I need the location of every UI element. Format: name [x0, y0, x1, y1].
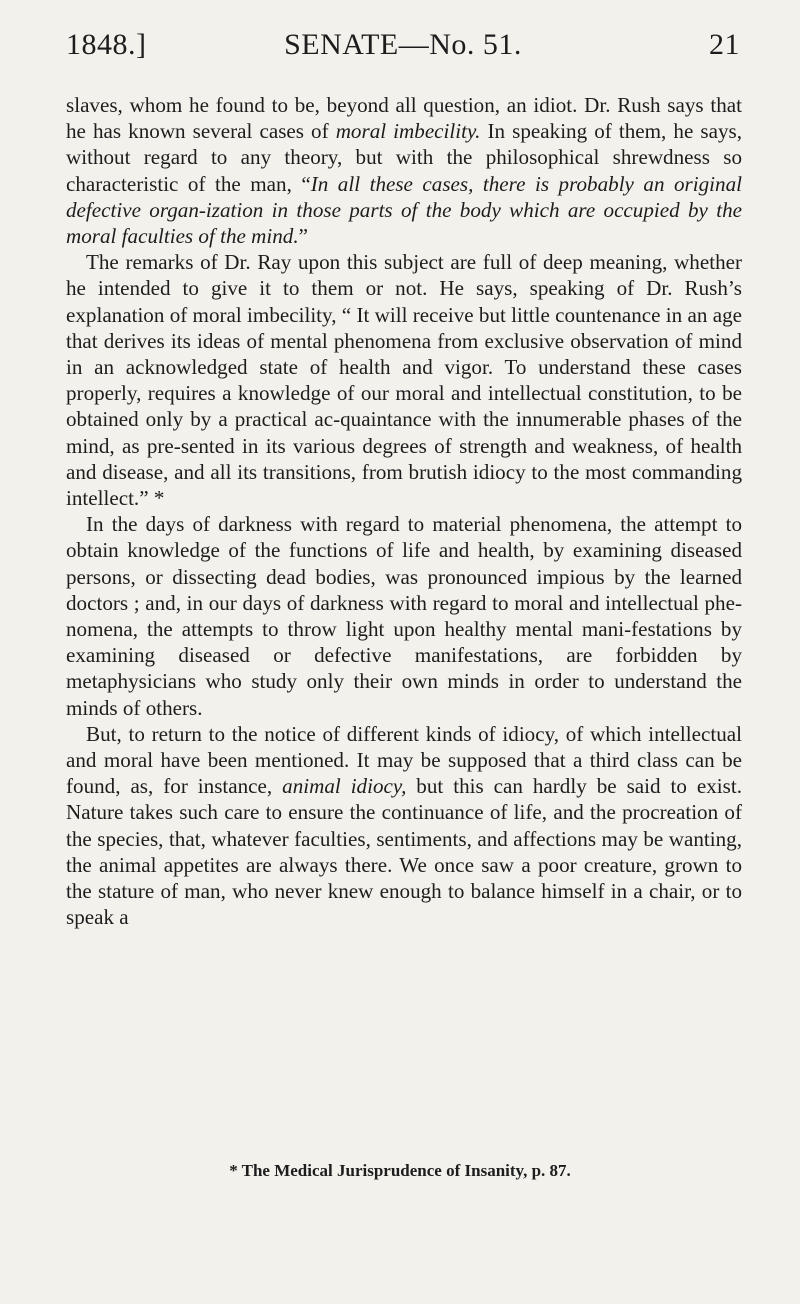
- text-run: In the days of darkness with regard to material phenomena, the attempt to obtain knowledge of the functions of life and health, by examining diseased persons, or dissecting dead bodies, was pronounced impious by the learned doctors ; and, in our days of darkness with regard to moral and intellectual phe-nomena, the attempts to throw light upon healthy mental mani-festations by examining diseased or defective manifestations, are forbidden by metaphysicians who study only their own minds in order to understand the minds of others.: [66, 512, 742, 720]
- running-header: [66, 24, 740, 72]
- page-number: 21: [709, 28, 740, 61]
- text-run: slaves, whom he found to be, beyond all question, an idiot. Dr. Rush says that he has known several cases of: [66, 93, 742, 144]
- italic-text: animal idiocy,: [282, 774, 407, 799]
- header-title: SENATE—No. 51.: [284, 28, 522, 61]
- italic-text: moral imbecility.: [335, 119, 481, 144]
- body-text: [66, 92, 742, 931]
- text-run: But, to return to the notice of different kinds of idiocy, of which intellectual and moral have been mentioned. It may be supposed that a third class can be found, as, for instance,: [66, 721, 742, 799]
- paragraph: [66, 721, 742, 931]
- italic-text: In all these cases, there is probably an original defective organ-ization in those parts of the body which are occupied by the moral faculties of the mind.: [66, 171, 742, 249]
- paragraph: [66, 511, 742, 721]
- text-run: The remarks of Dr. Ray upon this subject are full of deep meaning, whether he intended to give it to them or not. He says, speaking of Dr. Rush’s explanation of moral imbecility, “ It will receive but little countenance in an age that derives its ideas of mental phenomena from exclusive observation of mind in an acknowledged state of health and vigor. To understand these cases properly, requires a knowledge of our moral and intellectual constitution, to be obtained only by a practical ac-quaintance with the innumerable phases of the mind, as pre-sented in its various degrees of strength and weakness, of health and disease, and all its transitions, from brutish idiocy to the most commanding intellect.” *: [66, 250, 742, 511]
- footnote: * The Medical Jurisprudence of Insanity, p. 87.: [229, 1161, 571, 1180]
- paragraph: [66, 92, 742, 249]
- paragraph: [66, 249, 742, 511]
- text-run: In speaking of them, he says, without regard to any theory, but with the philosophical shrewdness so characteristic of the man, “: [66, 119, 742, 196]
- text-run: ”: [298, 224, 308, 249]
- header-year: 1848.]: [66, 28, 147, 61]
- text-run: but this can hardly be said to exist. Nature takes such care to ensure the continuance of life, and the procreation of the species, that, whatever faculties, sentiments, and affections may be wanting, the animal appetites are always there. We once saw a poor creature, grown to the stature of man, who never knew enough to balance himself in a chair, or to speak a: [66, 774, 742, 930]
